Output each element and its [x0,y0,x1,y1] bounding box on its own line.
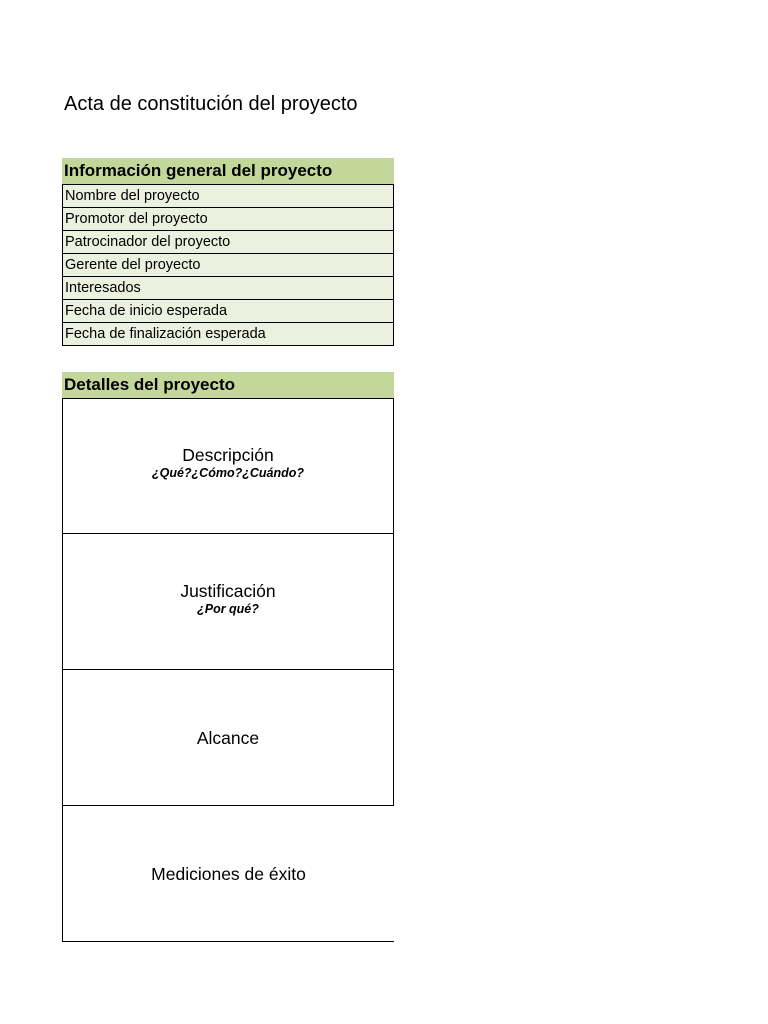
table-row [63,254,394,277]
table-row [63,185,394,208]
mediciones-title: Mediciones de éxito [151,863,306,884]
table-row [63,323,394,346]
table-row [63,208,394,231]
general-info-header: Información general del proyecto [62,158,394,184]
table-row [63,231,394,254]
alcance-box[interactable] [62,670,394,806]
row-interesados[interactable]: Interesados [63,277,394,300]
row-promotor-del-proyecto[interactable]: Promotor del proyecto [63,208,394,231]
descripcion-subtitle: ¿Qué?¿Cómo?¿Cuándo? [151,466,305,480]
table-row [63,277,394,300]
project-details-header: Detalles del proyecto [62,372,394,398]
alcance-title: Alcance [196,727,260,748]
justificacion-subtitle: ¿Por qué? [197,601,259,616]
mediciones-box[interactable] [62,806,394,942]
row-patrocinador-del-proyecto[interactable]: Patrocinador del proyecto [63,231,394,254]
table-row [63,300,394,323]
descripcion-box[interactable] [62,398,394,534]
document-title: Acta de constitución del proyecto [64,93,358,115]
justificacion-title: Justificación [180,580,276,601]
row-fecha-inicio[interactable]: Fecha de inicio esperada [63,300,394,323]
justificacion-box[interactable] [62,534,394,670]
general-info-table [62,184,394,346]
row-nombre-del-proyecto[interactable]: Nombre del proyecto [63,185,394,208]
row-gerente-del-proyecto[interactable]: Gerente del proyecto [63,254,394,277]
row-fecha-finalizacion[interactable]: Fecha de finalización esperada [63,323,394,346]
descripcion-title: Descripción [182,445,274,465]
